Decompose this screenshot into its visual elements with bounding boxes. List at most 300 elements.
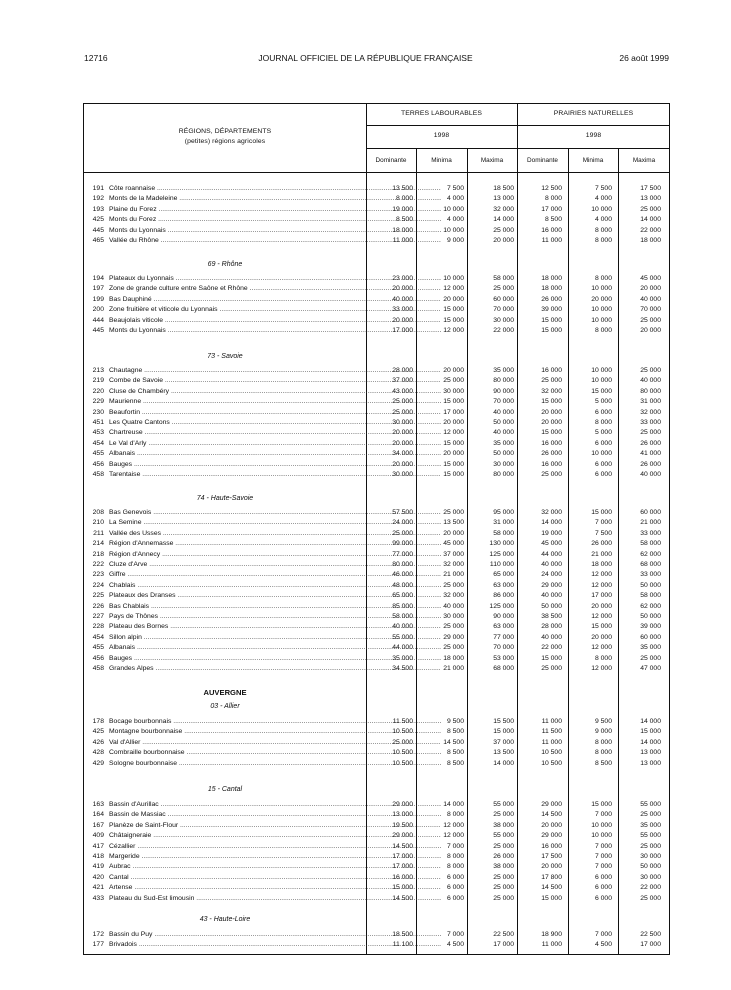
terres-minima-value: 7 000: [446, 931, 464, 938]
prairies-maxima-value: 25 000: [640, 367, 661, 374]
terres-maxima-value: 86 000: [493, 592, 514, 600]
region-code: 211: [93, 529, 104, 537]
prairies-minima-value: 7 000: [594, 811, 612, 819]
terres-minima-value: 12 000: [443, 327, 464, 334]
column-header-regions-sub: (petites) régions agricoles: [184, 138, 266, 145]
prairies-minima-value: 8 000: [594, 749, 612, 757]
page-number: 12716: [84, 53, 108, 63]
terres-minima-value: 20 000: [443, 367, 464, 374]
region-name: Beaufortin .....: [109, 408, 441, 418]
subheader-dominante: Dominante: [527, 157, 558, 164]
region-code: 228: [92, 623, 104, 631]
prairies-dominante-value: 20 000: [541, 408, 562, 416]
prairies-dominante-value: 16 000: [541, 842, 562, 850]
table-row: [84, 831, 670, 841]
region-name: Albanais .....: [109, 449, 441, 459]
region-name: Chautagne .....: [109, 366, 441, 376]
terres-dominante-value: 20 000: [392, 316, 413, 324]
table-row: [84, 470, 670, 480]
terres-dominante-value: 29 000: [392, 832, 413, 840]
terres-minima-value: 15 000: [443, 439, 464, 447]
region-code: 456: [92, 460, 104, 468]
region-name: Bas Chablais .....: [109, 602, 441, 612]
table-row: [84, 316, 670, 326]
prairies-minima-value: 26 000: [591, 540, 612, 548]
terres-minima-value: 7 000: [446, 842, 464, 850]
prairies-minima-value: 10 000: [591, 821, 612, 829]
region-code: 197: [92, 285, 104, 293]
region-name: Le Val d'Arly .....: [109, 439, 441, 449]
prairies-maxima-value: 47 000: [640, 665, 661, 672]
prairies-maxima-value: 35 000: [640, 821, 661, 829]
table-row: [84, 305, 670, 315]
prairies-maxima-value: 55 000: [640, 832, 661, 840]
prairies-dominante-value: 29 000: [541, 581, 562, 589]
terres-maxima-value: 63 000: [493, 581, 514, 589]
prairies-dominante-value: 39 000: [541, 306, 562, 314]
prairies-minima-value: 8 000: [594, 419, 612, 426]
table-row: [84, 295, 670, 305]
department-heading: 03 - Allier: [210, 703, 240, 710]
terres-dominante-value: 11 000: [392, 237, 413, 244]
region-code: 218: [92, 550, 104, 558]
prairies-minima-value: 8 500: [594, 759, 612, 767]
terres-maxima-value: 25 000: [493, 842, 514, 850]
region-name: Châtaigneraie .....: [109, 831, 441, 841]
terres-minima-value: 20 000: [443, 295, 464, 303]
prairies-minima-value: 8 000: [594, 654, 612, 662]
table-row: [84, 215, 670, 225]
prairies-maxima-value: 25 000: [640, 205, 661, 213]
prairies-minima-value: 10 000: [591, 377, 612, 385]
region-name: Bas Dauphiné .....: [109, 295, 441, 305]
region-name: Cluse de Chambéry .....: [109, 387, 441, 397]
terres-maxima-value: 15 000: [493, 728, 514, 736]
region-name: Vallée des Usses .....: [109, 529, 441, 539]
terres-maxima-value: 38 000: [493, 821, 514, 829]
terres-dominante-value: 8 000: [395, 195, 413, 203]
prairies-minima-value: 18 000: [591, 561, 612, 568]
prairies-minima-value: 4 000: [594, 216, 612, 224]
prairies-minima-value: 15 000: [591, 623, 612, 631]
table-row: [84, 366, 670, 376]
region-name: Montagne bourbonnaise .....: [109, 727, 441, 737]
terres-minima-value: 4 500: [446, 941, 464, 949]
terres-dominante-value: 19 000: [392, 205, 413, 213]
region-heading: 73 - Savoie: [207, 353, 243, 360]
table-row: [84, 727, 670, 737]
terres-dominante-value: 58 000: [392, 613, 413, 620]
prairies-dominante-value: 32 000: [541, 509, 562, 516]
prairies-dominante-value: 11 000: [541, 718, 562, 725]
prairies-dominante-value: 17 800: [541, 873, 562, 881]
prairies-dominante-value: 18 000: [541, 275, 562, 282]
region-name: Bocage bourbonnais .....: [109, 717, 441, 727]
prairies-minima-value: 20 000: [591, 633, 612, 641]
prairies-dominante-value: 44 000: [541, 550, 562, 558]
terres-maxima-value: 30 000: [493, 316, 514, 324]
table-row: [84, 460, 670, 470]
prairies-dominante-value: 38 500: [541, 613, 562, 620]
publication-date: 26 août 1999: [619, 53, 669, 63]
prairies-minima-value: 12 000: [591, 613, 612, 620]
terres-minima-value: 8 500: [446, 759, 464, 767]
table-row: [84, 602, 670, 612]
region-name: Zone fruitière et viticole du Lyonnais .....: [109, 305, 441, 315]
prairies-dominante-value: 11 000: [541, 237, 562, 244]
prairies-maxima-value: 41 000: [640, 450, 661, 458]
terres-dominante-value: 10 500: [392, 749, 413, 757]
terres-dominante-value: 20 000: [392, 439, 413, 447]
table-row: [84, 748, 670, 758]
terres-maxima-value: 130 000: [489, 540, 514, 548]
region-heading: 15 - Cantal: [207, 786, 243, 793]
terres-maxima-value: 37 000: [493, 738, 514, 746]
terres-minima-value: 32 000: [443, 561, 464, 568]
prairies-dominante-value: 15 000: [541, 316, 562, 324]
journal-title: JOURNAL OFFICIEL DE LA RÉPUBLIQUE FRANÇAISE: [258, 53, 473, 63]
terres-minima-value: 40 000: [443, 602, 464, 610]
table-row: [84, 654, 670, 664]
terres-maxima-value: 95 000: [493, 509, 514, 516]
prairies-maxima-value: 68 000: [640, 561, 661, 568]
prairies-dominante-value: 14 500: [541, 884, 562, 892]
prairies-maxima-value: 17 000: [640, 941, 661, 949]
terres-minima-value: 10 000: [443, 226, 464, 234]
prairies-dominante-value: 50 000: [541, 602, 562, 610]
terres-dominante-value: 14 500: [392, 842, 413, 850]
region-name: Giffre .....: [109, 570, 441, 580]
prairies-dominante-value: 32 000: [541, 387, 562, 395]
prairies-dominante-value: 11 000: [541, 738, 562, 746]
terres-dominante-value: 46 000: [392, 571, 413, 579]
terres-maxima-value: 110 000: [489, 561, 514, 568]
terres-dominante-value: 85 000: [392, 602, 413, 610]
table-row: [84, 581, 670, 591]
prairies-minima-value: 7 500: [594, 185, 612, 192]
region-name: Bassin de Massiac .....: [109, 810, 441, 820]
table-row: [84, 376, 670, 386]
table-row: [84, 810, 670, 820]
prairies-minima-value: 20 000: [591, 295, 612, 303]
prairies-dominante-value: 15 000: [541, 894, 562, 902]
prairies-dominante-value: 25 000: [541, 471, 562, 478]
prairies-maxima-value: 40 000: [640, 471, 661, 478]
region-name: Aubrac .....: [109, 862, 441, 872]
terres-dominante-value: 48 000: [392, 581, 413, 589]
prairies-maxima-value: 17 500: [640, 185, 661, 192]
prairies-dominante-value: 25 000: [541, 377, 562, 385]
terres-dominante-value: 43 000: [392, 387, 413, 395]
terres-maxima-value: 63 000: [493, 623, 514, 631]
prairies-maxima-value: 30 000: [640, 853, 661, 860]
terres-dominante-value: 33 000: [392, 306, 413, 314]
terres-maxima-value: 55 000: [493, 832, 514, 840]
prairies-maxima-value: 80 000: [640, 387, 661, 395]
subheader-dominante: Dominante: [375, 157, 407, 164]
table-row: [84, 622, 670, 632]
prairies-maxima-value: 50 000: [640, 863, 661, 871]
table-row: [84, 439, 670, 449]
prairies-dominante-value: 16 000: [541, 226, 562, 234]
prairies-minima-value: 10 000: [591, 285, 612, 293]
prairies-dominante-value: 14 000: [541, 519, 562, 527]
region-code: 167: [92, 821, 104, 829]
region-code: 194: [92, 275, 104, 282]
terres-dominante-value: 20 000: [392, 429, 413, 437]
terres-minima-value: 4 000: [446, 216, 464, 224]
prairies-maxima-value: 40 000: [640, 295, 661, 303]
prairies-dominante-value: 26 000: [541, 295, 562, 303]
prairies-minima-value: 7 000: [594, 842, 612, 850]
table-row: [84, 664, 670, 674]
terres-minima-value: 21 000: [443, 571, 464, 579]
prairies-maxima-value: 25 000: [640, 894, 661, 902]
prairies-dominante-value: 12 500: [541, 185, 562, 192]
region-code: 227: [92, 613, 104, 620]
table-row: [84, 570, 670, 580]
terres-maxima-value: 77 000: [493, 633, 514, 641]
prairies-minima-value: 12 000: [591, 581, 612, 589]
terres-minima-value: 8 500: [446, 749, 464, 757]
terres-maxima-value: 25 000: [493, 226, 514, 234]
prairies-dominante-value: 16 000: [541, 460, 562, 468]
table-row: [84, 397, 670, 407]
region-name: Beaujolais viticole .....: [109, 316, 441, 326]
region-code: 223: [92, 571, 104, 579]
prairies-maxima-value: 18 000: [640, 237, 661, 244]
prairies-maxima-value: 26 000: [640, 460, 661, 468]
header-divider: [366, 125, 670, 126]
table-row: [84, 633, 670, 643]
terres-maxima-value: 55 000: [493, 801, 514, 808]
prairies-maxima-value: 45 000: [640, 275, 661, 282]
table-row: [84, 612, 670, 622]
prairies-minima-value: 9 500: [594, 718, 612, 725]
header-divider: [83, 172, 670, 173]
prairies-maxima-value: 22 000: [640, 884, 661, 892]
region-code: 192: [92, 195, 104, 203]
table-row: [84, 508, 670, 518]
terres-maxima-value: 125 000: [489, 602, 514, 610]
region-name: Plateau des Bornes .....: [109, 622, 441, 632]
prairies-maxima-value: 55 000: [640, 801, 661, 808]
prairies-minima-value: 6 000: [594, 460, 612, 468]
terres-maxima-value: 80 000: [493, 377, 514, 385]
region-name: Artense .....: [109, 883, 441, 893]
region-name: Monts du Lyonnais .....: [109, 226, 441, 236]
terres-minima-value: 7 500: [446, 185, 464, 192]
prairies-maxima-value: 22 500: [640, 931, 661, 938]
region-code: 178: [92, 718, 104, 725]
prairies-minima-value: 10 000: [591, 367, 612, 374]
prairies-maxima-value: 13 000: [640, 759, 661, 767]
prairies-dominante-value: 20 000: [541, 863, 562, 871]
region-name: Plateaux du Lyonnais .....: [109, 274, 441, 284]
region-name: Bassin d'Aurillac .....: [109, 800, 441, 810]
region-code: 421: [92, 884, 104, 892]
prairies-maxima-value: 25 000: [640, 842, 661, 850]
region-name: Région d'Annecy .....: [109, 550, 441, 560]
terres-minima-value: 13 500: [443, 519, 464, 527]
region-code: 409: [92, 832, 104, 840]
region-name: Bas Genevois .....: [109, 508, 441, 518]
terres-minima-value: 32 000: [443, 592, 464, 600]
terres-dominante-value: 34 000: [392, 450, 413, 458]
terres-maxima-value: 58 000: [493, 529, 514, 537]
prairies-dominante-value: 25 000: [541, 665, 562, 672]
terres-minima-value: 15 000: [443, 316, 464, 324]
region-code: 220: [92, 387, 104, 395]
prairies-minima-value: 8 000: [594, 275, 612, 282]
region-name: Cantal .....: [109, 873, 441, 883]
terres-maxima-value: 25 000: [493, 873, 514, 881]
prairies-dominante-value: 19 000: [541, 529, 562, 537]
prairies-minima-value: 6 000: [594, 408, 612, 416]
prairies-maxima-value: 25 000: [640, 429, 661, 437]
terres-dominante-value: 11 500: [392, 718, 413, 725]
region-code: 458: [92, 665, 104, 672]
terres-dominante-value: 15 000: [392, 884, 413, 892]
terres-minima-value: 30 000: [443, 613, 464, 620]
prairies-minima-value: 7 000: [594, 519, 612, 527]
prairies-maxima-value: 14 000: [640, 738, 661, 746]
terres-maxima-value: 20 000: [493, 237, 514, 244]
prairies-maxima-value: 60 000: [640, 509, 661, 516]
terres-dominante-value: 10 500: [392, 759, 413, 767]
terres-minima-value: 12 000: [443, 429, 464, 437]
region-code: 164: [92, 811, 104, 819]
region-name: Côte roannaise .....: [109, 184, 441, 194]
region-name: La Semine .....: [109, 518, 441, 528]
terres-dominante-value: 65 000: [392, 592, 413, 600]
region-code: 465: [92, 237, 104, 244]
prairies-dominante-value: 17 000: [541, 205, 562, 213]
terres-maxima-value: 25 000: [493, 285, 514, 293]
region-name: Cézallier .....: [109, 842, 441, 852]
region-heading: 69 - Rhône: [207, 261, 243, 268]
terres-maxima-value: 60 000: [493, 295, 514, 303]
terres-dominante-value: 11 100: [392, 941, 413, 949]
terres-minima-value: 6 000: [446, 873, 464, 881]
prairies-minima-value: 6 000: [594, 439, 612, 447]
prairies-minima-value: 8 000: [594, 327, 612, 334]
terres-maxima-value: 50 000: [493, 450, 514, 458]
table-row: [84, 930, 670, 940]
prairies-minima-value: 10 000: [591, 205, 612, 213]
table-row: [84, 759, 670, 769]
terres-dominante-value: 14 500: [392, 894, 413, 902]
prairies-dominante-value: 10 500: [541, 749, 562, 757]
region-code: 445: [92, 327, 104, 334]
region-name: Val d'Allier .....: [109, 738, 441, 748]
table-row: [84, 821, 670, 831]
year-header: 1998: [585, 132, 602, 139]
table-row: [84, 560, 670, 570]
prairies-minima-value: 12 000: [591, 665, 612, 672]
region-code: 224: [92, 581, 104, 589]
prairies-minima-value: 10 000: [591, 832, 612, 840]
region-name: Plateaux des Dranses .....: [109, 591, 441, 601]
terres-maxima-value: 13 000: [493, 195, 514, 203]
region-code: 453: [92, 429, 104, 437]
region-name: Monts de la Madeleine .....: [109, 194, 441, 204]
terres-dominante-value: 17 000: [392, 327, 413, 334]
region-code: 200: [92, 306, 104, 314]
prairies-dominante-value: 24 000: [541, 571, 562, 579]
prairies-maxima-value: 22 000: [640, 226, 661, 234]
terres-minima-value: 17 000: [443, 408, 464, 416]
region-code: 172: [92, 931, 104, 938]
region-name: Planèze de Saint-Flour .....: [109, 821, 441, 831]
terres-dominante-value: 30 000: [392, 419, 413, 426]
terres-maxima-value: 70 000: [493, 398, 514, 406]
table-row: [84, 940, 670, 950]
prairies-minima-value: 6 000: [594, 873, 612, 881]
prairies-dominante-value: 15 000: [541, 327, 562, 334]
region-code: 454: [92, 439, 104, 447]
table-row: [84, 205, 670, 215]
prairies-dominante-value: 18 000: [541, 285, 562, 293]
region-code: 229: [92, 398, 104, 406]
prairies-maxima-value: 58 000: [640, 540, 661, 548]
prairies-dominante-value: 16 000: [541, 439, 562, 447]
prairies-maxima-value: 13 000: [640, 195, 661, 203]
terres-minima-value: 25 000: [443, 623, 464, 631]
terres-minima-value: 15 000: [443, 471, 464, 478]
terres-minima-value: 37 000: [443, 550, 464, 558]
prairies-maxima-value: 13 000: [640, 749, 661, 757]
terres-minima-value: 4 000: [446, 195, 464, 203]
region-name: Tarentaise .....: [109, 470, 441, 480]
header-divider: [366, 148, 670, 149]
region-heading: 43 - Haute-Loire: [199, 916, 251, 923]
prairies-minima-value: 8 000: [594, 237, 612, 244]
terres-dominante-value: 18 000: [392, 226, 413, 234]
prairies-maxima-value: 20 000: [640, 327, 661, 334]
column-header-regions: RÉGIONS, DÉPARTEMENTS: [178, 128, 272, 135]
table-row: [84, 194, 670, 204]
prairies-maxima-value: 40 000: [640, 377, 661, 385]
terres-minima-value: 15 000: [443, 460, 464, 468]
region-code: 426: [92, 738, 104, 746]
terres-dominante-value: 28 000: [392, 367, 413, 374]
region-code: 219: [92, 377, 104, 385]
table-row: [84, 894, 670, 904]
region-code: 177: [92, 941, 104, 949]
table-row: [84, 550, 670, 560]
terres-minima-value: 14 000: [443, 801, 464, 808]
prairies-dominante-value: 29 000: [541, 801, 562, 808]
terres-maxima-value: 35 000: [493, 367, 514, 374]
prairies-maxima-value: 26 000: [640, 439, 661, 447]
region-name: Margeride .....: [109, 852, 441, 862]
prairies-minima-value: 5 000: [594, 429, 612, 437]
terres-maxima-value: 38 000: [493, 863, 514, 871]
terres-dominante-value: 25 000: [392, 408, 413, 416]
table-row: [84, 284, 670, 294]
region-code: 444: [92, 316, 104, 324]
prairies-maxima-value: 31 000: [640, 398, 661, 406]
table-row: [84, 842, 670, 852]
terres-dominante-value: 35 000: [392, 654, 413, 662]
terres-maxima-value: 30 000: [493, 460, 514, 468]
prairies-dominante-value: 10 500: [541, 759, 562, 767]
prairies-maxima-value: 58 000: [640, 592, 661, 600]
prairies-maxima-value: 14 000: [640, 216, 661, 224]
region-name: Combraille bourbonnaise .....: [109, 748, 441, 758]
terres-dominante-value: 16 000: [392, 873, 413, 881]
